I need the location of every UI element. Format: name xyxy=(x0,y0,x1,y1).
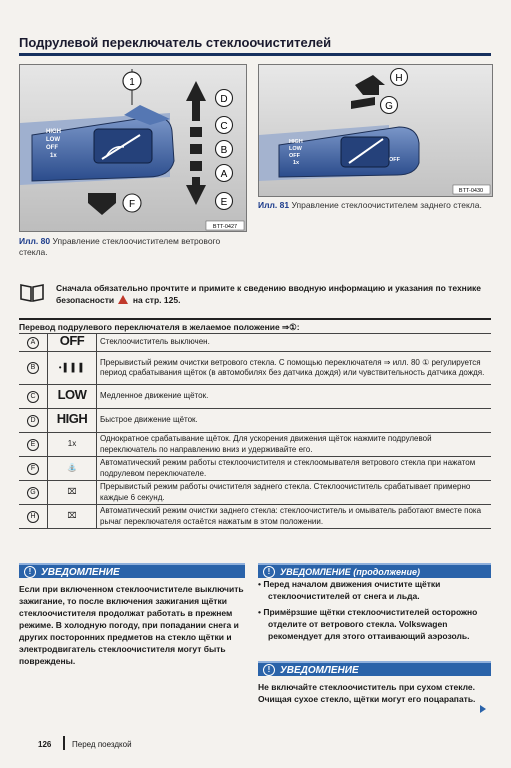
fig2-label-h: H xyxy=(395,73,403,84)
position-symbol xyxy=(48,481,97,505)
fig2-code: BTT-0430 xyxy=(458,188,484,194)
fig2-lever-off2: OFF xyxy=(389,157,400,163)
notice-3-text: Не включайте стеклоочиститель при сухом стекле. Очищая сухое стекло, щётки могут его поцарапать. xyxy=(258,682,476,704)
symbol-text: HIGH xyxy=(56,411,88,427)
notice-1-header xyxy=(19,563,245,578)
intro-note-text xyxy=(56,282,486,306)
figure-81-caption xyxy=(258,200,483,211)
symbol-text: ⌧ xyxy=(67,511,77,521)
position-description: Прерывистый режим очистки ветрового стекла. С помощью переключателя ⇒ илл. 80 ① регулируется период срабатывания щёток (в автомобилях без датчика дождя) или чувствительность датчика дождя. xyxy=(97,352,492,385)
footer-divider xyxy=(63,736,65,750)
fig1-label-1: 1 xyxy=(129,77,135,88)
notice-2-title: УВЕДОМЛЕНИЕ (продолжение) xyxy=(280,567,420,577)
symbol-text: OFF xyxy=(59,333,85,349)
symbol-text: • ▌ ▌ ▌ xyxy=(58,362,86,372)
table-row xyxy=(19,505,491,529)
fig1-label-a: A xyxy=(220,169,228,180)
figure-81-text: Управление стеклоочистителем заднего стекла. xyxy=(291,200,482,210)
fig1-lever-1x: 1x xyxy=(50,153,57,159)
fig2-lever-off: OFF xyxy=(289,153,300,159)
fig1-label-c: C xyxy=(220,121,228,132)
intro-note-ref[interactable]: на стр. 125. xyxy=(132,295,181,305)
position-symbol xyxy=(48,409,97,433)
fig2-label-g: G xyxy=(385,101,393,112)
table-row xyxy=(19,352,491,385)
position-letter xyxy=(19,385,48,409)
position-description: Стеклоочиститель выключен. xyxy=(97,334,492,352)
symbol-text: ⛲ xyxy=(67,463,77,473)
fig2-lever-high: HIGH xyxy=(289,139,303,145)
fig1-code: BTT-0427 xyxy=(212,224,238,230)
position-letter xyxy=(19,481,48,505)
position-symbol xyxy=(48,334,97,352)
fig1-lever-low: LOW xyxy=(46,137,60,143)
position-badge: D xyxy=(27,415,39,427)
position-symbol xyxy=(48,385,97,409)
notice-2-text xyxy=(258,578,491,646)
position-letter xyxy=(19,505,48,529)
fig1-label-d: D xyxy=(220,94,228,105)
fig1-lever-off: OFF xyxy=(46,145,58,151)
fig1-label-b: B xyxy=(220,145,228,156)
position-description: Быстрое движение щёток. xyxy=(97,409,492,433)
position-symbol xyxy=(48,505,97,529)
notice-1-text: Если при включенном стеклоочистителе выключить зажигание, то после включения зажигания щётки стеклоочистителя продолжат работать в прежнем режиме. В холодную погоду, при попадании снега и других посторонних предметов на стекло щётки и электродвигатель стеклоочистителя могут быть повреждены. xyxy=(19,584,244,666)
fig1-label-e: E xyxy=(220,197,228,208)
table-row xyxy=(19,481,491,505)
table-row xyxy=(19,409,491,433)
position-badge: A xyxy=(27,337,39,349)
position-symbol xyxy=(48,352,97,385)
position-description: Автоматический режим работы стеклоочистителя и стеклоомывателя ветрового стекла при нажатом подрулевом переключателе. xyxy=(97,457,492,481)
table-row xyxy=(19,385,491,409)
position-symbol xyxy=(48,457,97,481)
intro-note-body: Сначала обязательно прочтите и примите к сведению вводную информацию и указания по технике безопасности xyxy=(56,283,482,305)
position-letter xyxy=(19,352,48,385)
fig2-lever-1x: 1x xyxy=(293,160,300,166)
position-description: Однократное срабатывание щёток. Для ускорения движения щёток нажмите подрулевой переключатель по направлению вниз и удерживайте его. xyxy=(97,433,492,457)
position-badge: F xyxy=(27,463,39,475)
notice-icon: ! xyxy=(263,664,275,676)
figure-81 xyxy=(258,64,493,197)
table-row xyxy=(19,457,491,481)
notice-icon: ! xyxy=(24,566,36,578)
fig1-label-f: F xyxy=(128,199,136,210)
symbol-text: ⌧ xyxy=(67,487,77,497)
position-symbol xyxy=(48,433,97,457)
position-description: Автоматический режим очистки заднего стекла: стеклоочиститель и омыватель работают вместе пока рычаг переключателя остаётся нажатым в этом положении. xyxy=(97,505,492,529)
position-badge: C xyxy=(27,391,39,403)
notice-1-title: УВЕДОМЛЕНИЕ xyxy=(41,567,120,578)
notice-3-header xyxy=(258,661,491,676)
notice-2-item: • Перед началом движения очистите щётки стеклоочистителей от снега и льда. xyxy=(258,579,441,601)
position-letter xyxy=(19,457,48,481)
symbol-text: LOW xyxy=(57,387,87,403)
figure-81-number: Илл. 81 xyxy=(258,200,290,210)
page-title: Подрулевой переключатель стеклоочистителей xyxy=(19,35,332,50)
modes-table xyxy=(19,333,491,529)
position-description: Медленное движение щёток. xyxy=(97,385,492,409)
notice-2-item: • Примёрзшие щётки стеклоочистителей осторожно отделите от ветрового стекла. Volkswagen рекомендует для этого оттаивающий аэрозоль. xyxy=(258,607,478,641)
notice-3-title: УВЕДОМЛЕНИЕ xyxy=(280,665,359,676)
figure-80-number: Илл. 80 xyxy=(19,236,51,246)
warning-triangle-icon xyxy=(118,295,128,304)
position-description: Прерывистый режим работы очистителя заднего стекла. Стеклоочиститель срабатывает примерно каждые 6 секунд. xyxy=(97,481,492,505)
fig1-lever-high: HIGH xyxy=(46,129,61,135)
symbol-text: 1x xyxy=(67,439,77,449)
table-heading: Перевод подрулевого переключателя в желаемое положение ⇒①: xyxy=(19,318,491,333)
position-letter xyxy=(19,409,48,433)
notice-2-header xyxy=(258,563,491,578)
position-badge: E xyxy=(27,439,39,451)
notice-icon: ! xyxy=(263,566,275,578)
position-badge: G xyxy=(27,487,39,499)
position-letter xyxy=(19,433,48,457)
figure-80-text: Управление стеклоочистителем ветрового стекла. xyxy=(19,236,221,257)
fig2-lever-low: LOW xyxy=(289,146,302,152)
figure-80-caption xyxy=(19,236,245,258)
position-badge: H xyxy=(27,511,39,523)
continue-arrow-icon xyxy=(480,705,486,713)
position-letter xyxy=(19,334,48,352)
table-row xyxy=(19,334,491,352)
figure-80 xyxy=(19,64,247,232)
position-badge: B xyxy=(27,362,39,374)
book-icon xyxy=(19,282,45,302)
page-number: 126 xyxy=(38,740,52,749)
table-row xyxy=(19,433,491,457)
title-rule xyxy=(19,53,491,56)
footer-section: Перед поездкой xyxy=(72,740,132,749)
